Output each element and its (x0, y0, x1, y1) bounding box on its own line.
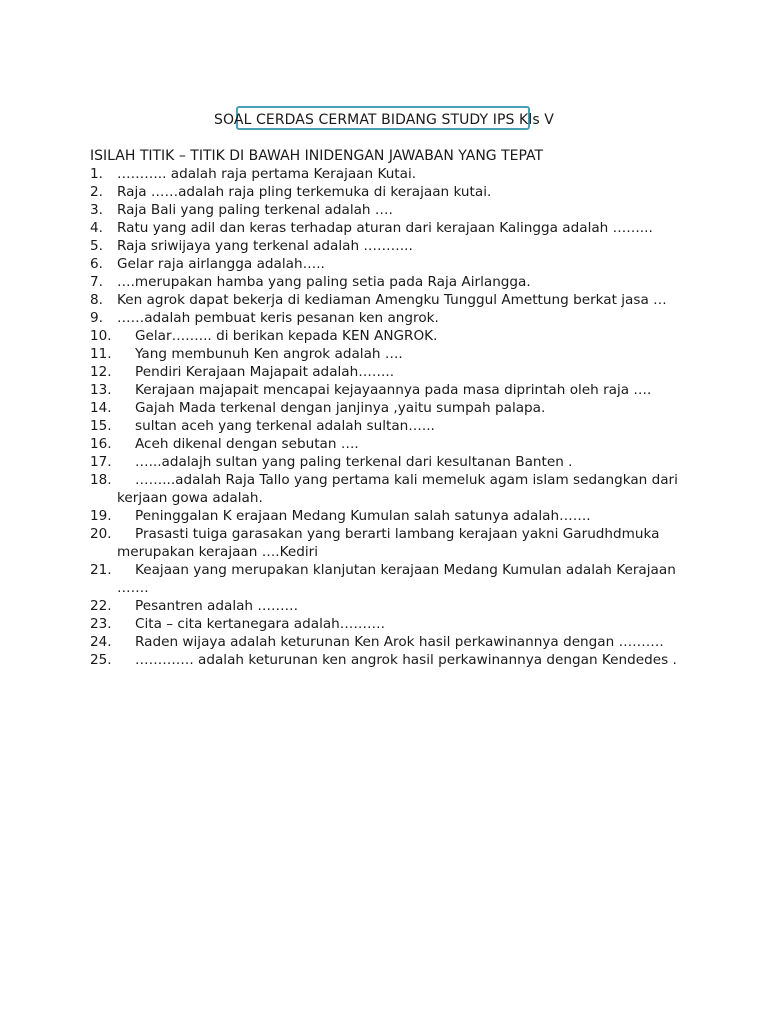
question-text: Gelar……... di berikan kepada KEN ANGROK. (135, 328, 438, 344)
question-text: Cita – cita kertanegara adalah………. (135, 616, 385, 632)
question-number: 12. (90, 364, 112, 380)
question-text: Gajah Mada terkenal dengan janjinya ,yaitu sumpah palapa. (135, 400, 546, 416)
question-item (90, 381, 690, 399)
question-item (90, 201, 690, 219)
question-text: Peninggalan K erajaan Medang Kumulan salah satunya adalah……. (135, 508, 591, 524)
question-text: ….merupakan hamba yang paling setia pada Raja Airlangga. (117, 274, 531, 290)
question-list (90, 165, 690, 669)
question-item (90, 417, 690, 435)
question-item (90, 219, 690, 237)
question-text: sultan aceh yang terkenal adalah sultan…... (135, 418, 435, 434)
question-number: 1. (90, 166, 103, 182)
question-text: ……….. adalah raja pertama Kerajaan Kutai. (117, 166, 417, 182)
question-number: 8. (90, 292, 103, 308)
question-number: 25. (90, 652, 112, 668)
question-item (90, 291, 690, 309)
question-text: Yang membunuh Ken angrok adalah …. (135, 346, 403, 362)
question-text: Ken agrok dapat bekerja di kediaman Amengku Tunggul Amettung berkat jasa … (117, 292, 667, 308)
question-number: 15. (90, 418, 112, 434)
question-text: Pendiri Kerajaan Majapait adalah…….. (135, 364, 395, 380)
question-number: 13. (90, 382, 112, 398)
question-number: 10. (90, 328, 112, 344)
question-number: 14. (90, 400, 112, 416)
question-item (90, 471, 690, 507)
question-number: 24. (90, 634, 112, 650)
question-number: 9. (90, 310, 103, 326)
question-item (90, 561, 690, 597)
question-number: 18. (90, 472, 112, 488)
question-number: 4. (90, 220, 103, 236)
question-item (90, 435, 690, 453)
question-text: Keajaan yang merupakan klanjutan kerajaan Medang Kumulan adalah Kerajaan ……. (117, 562, 676, 596)
question-text: Raden wijaya adalah keturunan Ken Arok hasil perkawinannya dengan ………. (135, 634, 664, 650)
question-number: 2. (90, 184, 103, 200)
question-item (90, 255, 690, 273)
question-item (90, 183, 690, 201)
question-text: Ratu yang adil dan keras terhadap aturan dari kerajaan Kalingga adalah ……... (117, 220, 653, 236)
question-item (90, 363, 690, 381)
question-text: …………. adalah keturunan ken angrok hasil perkawinannya dengan Kendedes . (135, 652, 677, 668)
question-number: 11. (90, 346, 112, 362)
question-number: 3. (90, 202, 103, 218)
question-text: Raja ……adalah raja pling terkemuka di kerajaan kutai. (117, 184, 492, 200)
question-number: 21. (90, 562, 112, 578)
question-text: Gelar raja airlangga adalah….. (117, 256, 325, 272)
question-item (90, 633, 690, 651)
question-item (90, 615, 690, 633)
question-item (90, 273, 690, 291)
question-text: Prasasti tuiga garasakan yang berarti lambang kerajaan yakni Garudhdmuka merupakan kerajaan ….Kediri (117, 526, 660, 560)
question-number: 23. (90, 616, 112, 632)
document-title: SOAL CERDAS CERMAT BIDANG STUDY IPS Kls V (214, 112, 554, 128)
question-text: ……...adalah Raja Tallo yang pertama kali memeluk agam islam sedangkan dari kerjaan gowa adalah. (117, 472, 678, 506)
question-number: 16. (90, 436, 112, 452)
question-item (90, 507, 690, 525)
question-item (90, 165, 690, 183)
question-number: 19. (90, 508, 112, 524)
question-item (90, 525, 690, 561)
question-item (90, 597, 690, 615)
question-number: 6. (90, 256, 103, 272)
question-number: 5. (90, 238, 103, 254)
question-item (90, 327, 690, 345)
question-item (90, 309, 690, 327)
question-number: 17. (90, 454, 112, 470)
question-text: Aceh dikenal dengan sebutan …. (135, 436, 359, 452)
question-text: Raja Bali yang paling terkenal adalah …. (117, 202, 393, 218)
question-item (90, 651, 690, 669)
question-item (90, 345, 690, 363)
question-item (90, 453, 690, 471)
question-item (90, 237, 690, 255)
question-number: 22. (90, 598, 112, 614)
question-text: Raja sriwijaya yang terkenal adalah ……….. (117, 238, 413, 254)
question-text: …...adalajh sultan yang paling terkenal dari kesultanan Banten . (135, 454, 573, 470)
question-number: 20. (90, 526, 112, 542)
question-text: Kerajaan majapait mencapai kejayaannya pada masa diprintah oleh raja …. (135, 382, 652, 398)
question-text: ……adalah pembuat keris pesanan ken angrok. (117, 310, 439, 326)
instruction-heading: ISILAH TITIK – TITIK DI BAWAH INIDENGAN JAWABAN YANG TEPAT (90, 148, 544, 164)
question-item (90, 399, 690, 417)
question-text: Pesantren adalah ……… (135, 598, 299, 614)
question-number: 7. (90, 274, 103, 290)
